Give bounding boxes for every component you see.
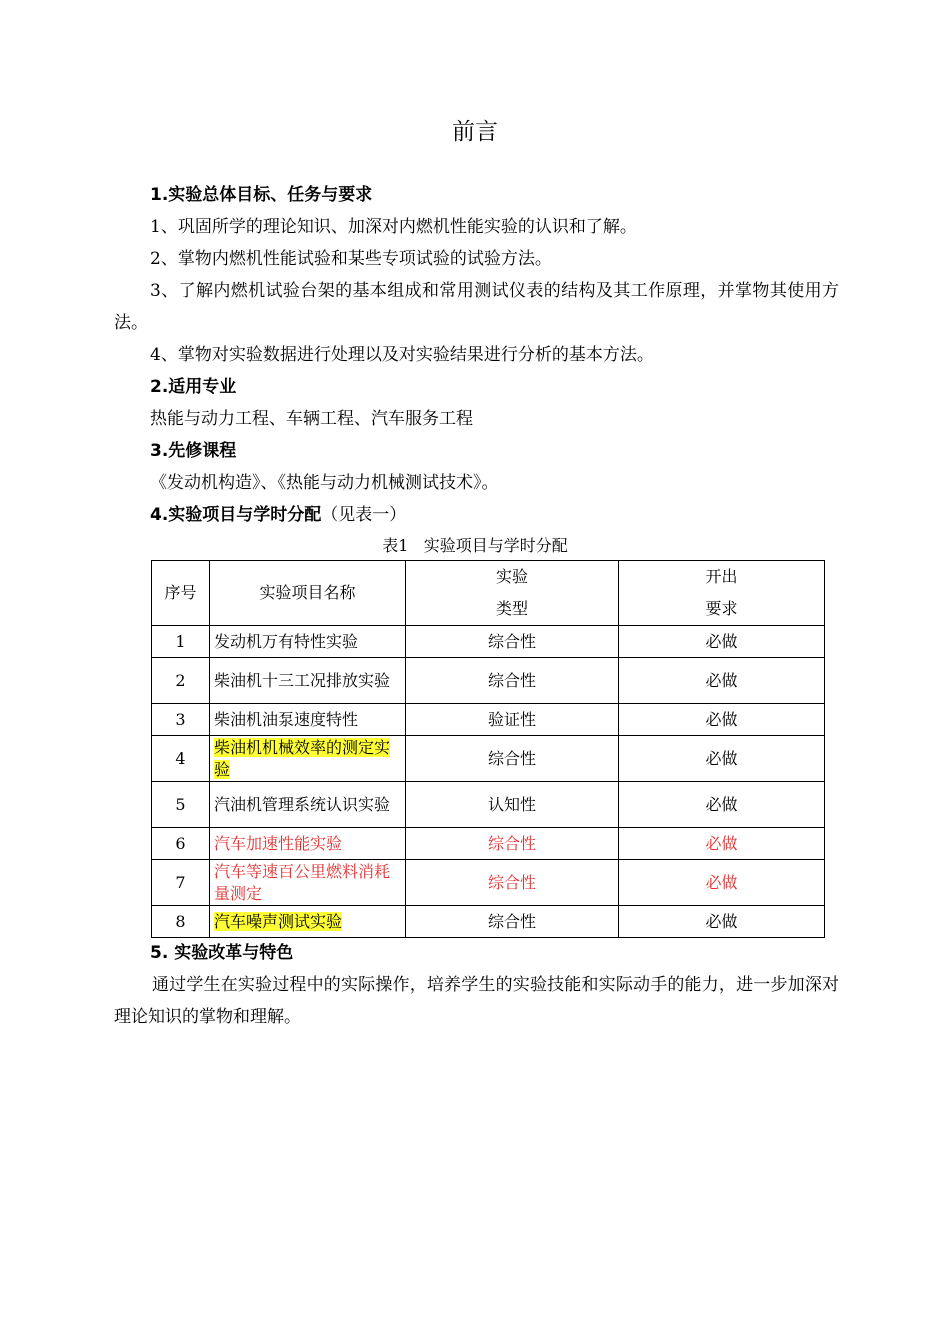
row-no [152, 828, 210, 860]
row-type [406, 828, 619, 860]
row-name [210, 860, 406, 906]
section-4-title: 4.实验项目与学时分配 [150, 505, 322, 525]
row-type [406, 658, 619, 704]
section-1-item-3: 3、了解内燃机试验台架的基本组成和常用测试仪表的结构及其工作原理，并掌物其使用方法。 [114, 281, 839, 333]
row-type [406, 736, 619, 782]
row-no [152, 704, 210, 736]
row-name [210, 626, 406, 658]
header-req [619, 561, 825, 626]
row-name-text: 柴油机机械效率的测定实验 [214, 737, 391, 779]
row-name-text: 汽油机管理系统认识实验 [214, 794, 391, 814]
row-req-text: 必做 [705, 794, 738, 814]
section-3-text: 《发动机构造》、《热能与动力机械测试技术》。 [150, 473, 499, 493]
row-req [619, 906, 825, 938]
section-3-heading: 3.先修课程 [150, 441, 237, 461]
table-row [152, 704, 825, 736]
row-no-text: 8 [175, 911, 186, 931]
row-no-text: 1 [175, 631, 186, 651]
row-type-text: 综合性 [487, 670, 536, 690]
table-row [152, 906, 825, 938]
section-4-heading [150, 503, 406, 527]
row-req [619, 704, 825, 736]
table-row [152, 736, 825, 782]
table-row [152, 782, 825, 828]
row-name [210, 828, 406, 860]
row-no-text: 3 [175, 709, 186, 729]
section-5-heading: 5. 实验改革与特色 [150, 943, 294, 963]
table-caption: 表1 实验项目与学时分配 [382, 536, 568, 555]
row-req-text: 必做 [705, 872, 738, 892]
row-req [619, 782, 825, 828]
row-type-text: 综合性 [487, 833, 536, 853]
row-type [406, 782, 619, 828]
section-1-item-4: 4、掌物对实验数据进行处理以及对实验结果进行分析的基本方法。 [150, 345, 654, 365]
row-req-text: 必做 [705, 833, 738, 853]
row-no [152, 626, 210, 658]
section-1-heading: 1.实验总体目标、任务与要求 [150, 185, 373, 205]
row-name-text: 汽车噪声测试实验 [214, 911, 343, 931]
header-req-line2: 要求 [705, 599, 738, 618]
table-row [152, 860, 825, 906]
row-req-text: 必做 [705, 748, 738, 768]
row-no-text: 2 [175, 670, 186, 690]
row-req-text: 必做 [705, 631, 738, 651]
row-name [210, 736, 406, 782]
row-type-text: 综合性 [487, 631, 536, 651]
section-2-text: 热能与动力工程、车辆工程、汽车服务工程 [150, 409, 473, 429]
row-no-text: 5 [175, 794, 186, 814]
row-no-text: 6 [175, 833, 186, 853]
experiment-table [151, 560, 825, 938]
row-name-text: 汽车等速百公里燃料消耗量测定 [214, 861, 391, 903]
row-type [406, 704, 619, 736]
section-4-note: （见表一） [321, 505, 407, 525]
row-type-text: 综合性 [487, 911, 536, 931]
table-row [152, 828, 825, 860]
row-req [619, 860, 825, 906]
row-no-text: 7 [175, 872, 186, 892]
section-1-item-2: 2、掌物内燃机性能试验和某些专项试验的试验方法。 [150, 249, 552, 269]
row-name [210, 704, 406, 736]
row-req [619, 736, 825, 782]
page-title: 前言 [452, 119, 498, 145]
row-name [210, 658, 406, 704]
row-req-text: 必做 [705, 670, 738, 690]
header-no: 序号 [152, 561, 210, 626]
row-no [152, 736, 210, 782]
row-no [152, 782, 210, 828]
row-no [152, 906, 210, 938]
header-type [406, 561, 619, 626]
row-type-text: 综合性 [487, 872, 536, 892]
header-type-line2: 类型 [495, 599, 528, 618]
row-req [619, 828, 825, 860]
row-name-text: 发动机万有特性实验 [214, 631, 359, 651]
table-row [152, 626, 825, 658]
table-header-row [152, 561, 825, 626]
row-req-text: 必做 [705, 911, 738, 931]
row-type [406, 906, 619, 938]
row-type-text: 综合性 [487, 748, 536, 768]
row-req-text: 必做 [705, 709, 738, 729]
row-name-text: 柴油机油泵速度特性 [214, 709, 359, 729]
row-name-text: 汽车加速性能实验 [214, 833, 343, 853]
row-name-text: 柴油机十三工况排放实验 [214, 670, 391, 690]
header-type-line1: 实验 [495, 567, 528, 586]
row-type [406, 626, 619, 658]
row-type [406, 860, 619, 906]
row-no [152, 658, 210, 704]
row-no [152, 860, 210, 906]
section-1-item-1: 1、巩固所学的理论知识、加深对内燃机性能实验的认识和了解。 [150, 217, 637, 237]
row-req [619, 658, 825, 704]
row-name [210, 906, 406, 938]
table-row [152, 658, 825, 704]
section-5-text: 通过学生在实验过程中的实际操作，培养学生的实验技能和实际动手的能力，进一步加深对理论知识的掌物和理解。 [114, 975, 839, 1027]
row-no-text: 4 [175, 748, 186, 768]
row-req [619, 626, 825, 658]
header-name: 实验项目名称 [210, 561, 406, 626]
header-req-line1: 开出 [705, 567, 738, 586]
section-2-heading: 2.适用专业 [150, 377, 237, 397]
row-type-text: 认知性 [487, 794, 536, 814]
row-name [210, 782, 406, 828]
row-type-text: 验证性 [487, 709, 536, 729]
